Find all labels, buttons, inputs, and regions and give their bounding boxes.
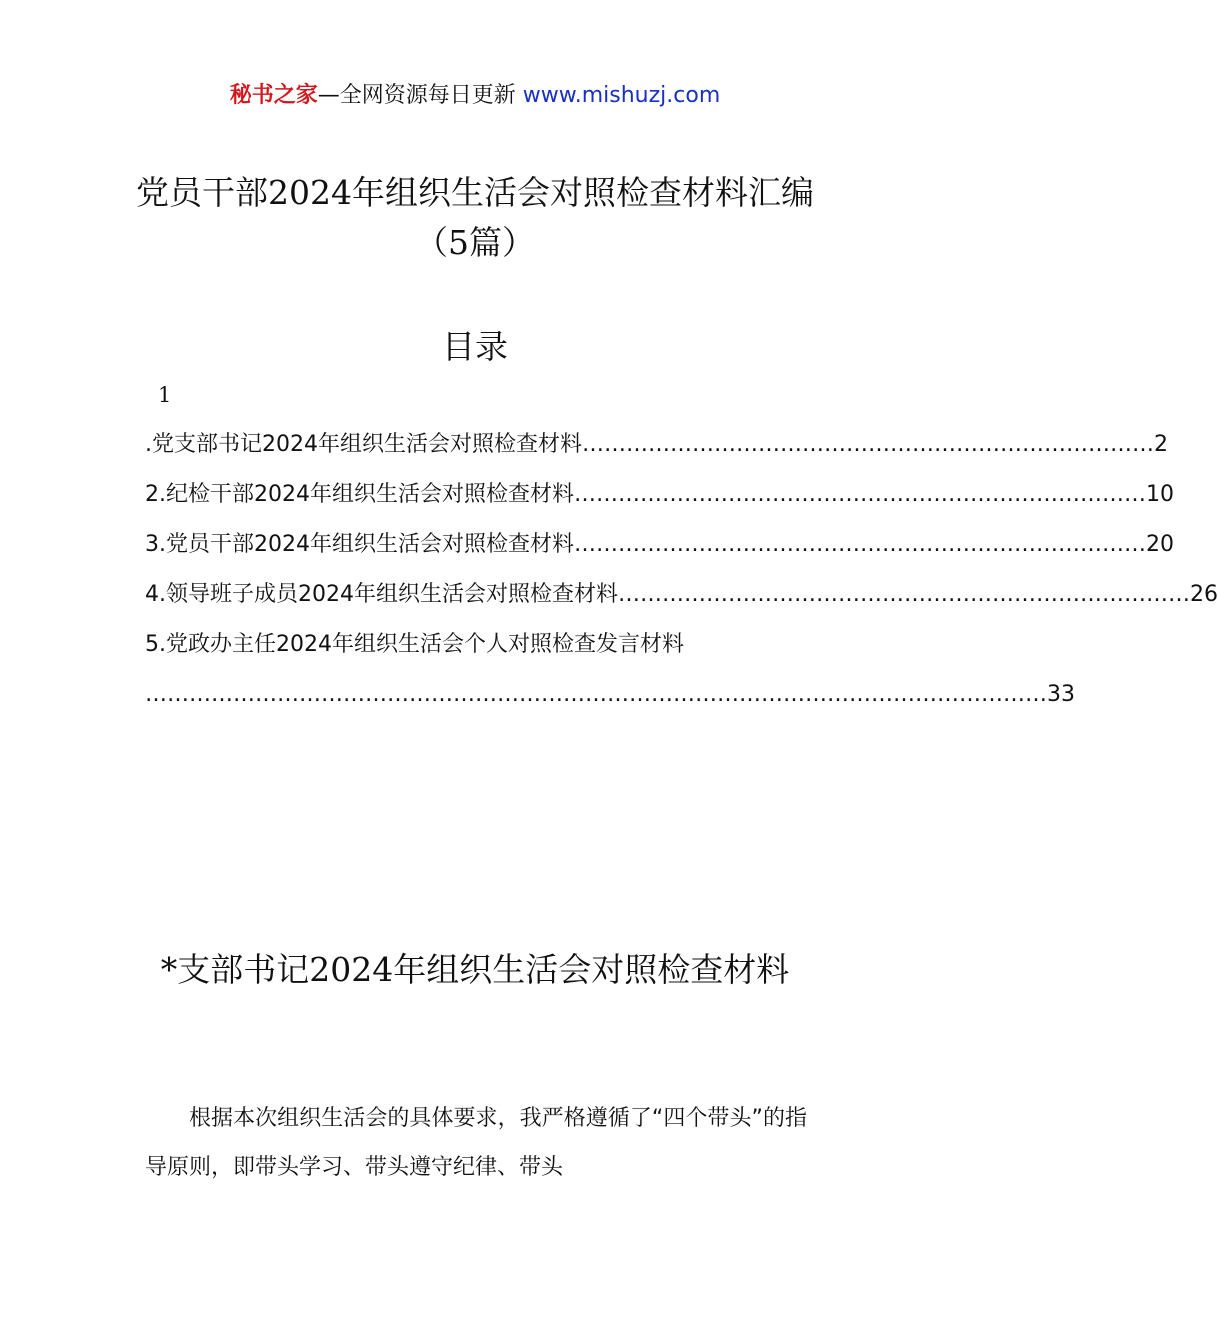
toc-number-marker: 1 (158, 383, 172, 407)
toc-entry-page: 10 (1145, 482, 1174, 507)
toc-entry-label: 5.党政办主任2024年组织生活会个人对照检查发言材料 (145, 632, 684, 657)
toc-entry-label: 4.领导班子成员2024年组织生活会对照检查材料 (145, 582, 618, 607)
toc-entry-label: 3.党员干部2024年组织生活会对照检查材料 (145, 532, 574, 557)
toc-entry-page: 2 (1153, 432, 1168, 457)
toc-entry-leader: …………………………………………………………………… (617, 582, 1190, 607)
toc-entry[interactable] (145, 620, 805, 670)
toc-entry-page: 26 (1189, 582, 1218, 607)
section-title: *支部书记2024年组织生活会对照检查材料 (160, 950, 790, 989)
toc-entry[interactable] (145, 420, 1168, 470)
body-paragraph: 根据本次组织生活会的具体要求，我严格遵循了“四个带头”的指导原则，即带头学习、带头遵守纪律、带头 (145, 1106, 807, 1180)
header-slogan: —全网资源每日更新 (317, 83, 523, 108)
toc-entry-continuation[interactable] (145, 670, 1075, 720)
toc-entry-leader: …………………………………………………………………… (573, 482, 1146, 507)
toc-entry-label: .党支部书记2024年组织生活会对照检查材料 (145, 432, 582, 457)
toc-heading: 目录 (442, 327, 508, 366)
toc-entry-label: 2.纪检干部2024年组织生活会对照检查材料 (145, 482, 574, 507)
toc-entry[interactable] (145, 570, 1218, 620)
toc-entry[interactable] (145, 470, 1174, 520)
document-title: 党员干部2024年组织生活会对照检查材料汇编（5篇） (136, 173, 814, 262)
toc-entry-page: 20 (1145, 532, 1174, 557)
table-of-contents (145, 420, 1218, 720)
toc-entry-leader: …………………………………………………………………… (573, 532, 1146, 557)
brand-name: 秘书之家 (229, 83, 318, 108)
site-url-link[interactable]: www.mishuzj.com (522, 83, 721, 108)
toc-entry-leader: …………………………………………………………………………………………………………… (145, 682, 1047, 707)
toc-entry-page: 33 (1047, 682, 1075, 707)
toc-entry[interactable] (145, 520, 1174, 570)
toc-entry-leader: …………………………………………………………………… (581, 432, 1154, 457)
site-header (0, 80, 950, 112)
